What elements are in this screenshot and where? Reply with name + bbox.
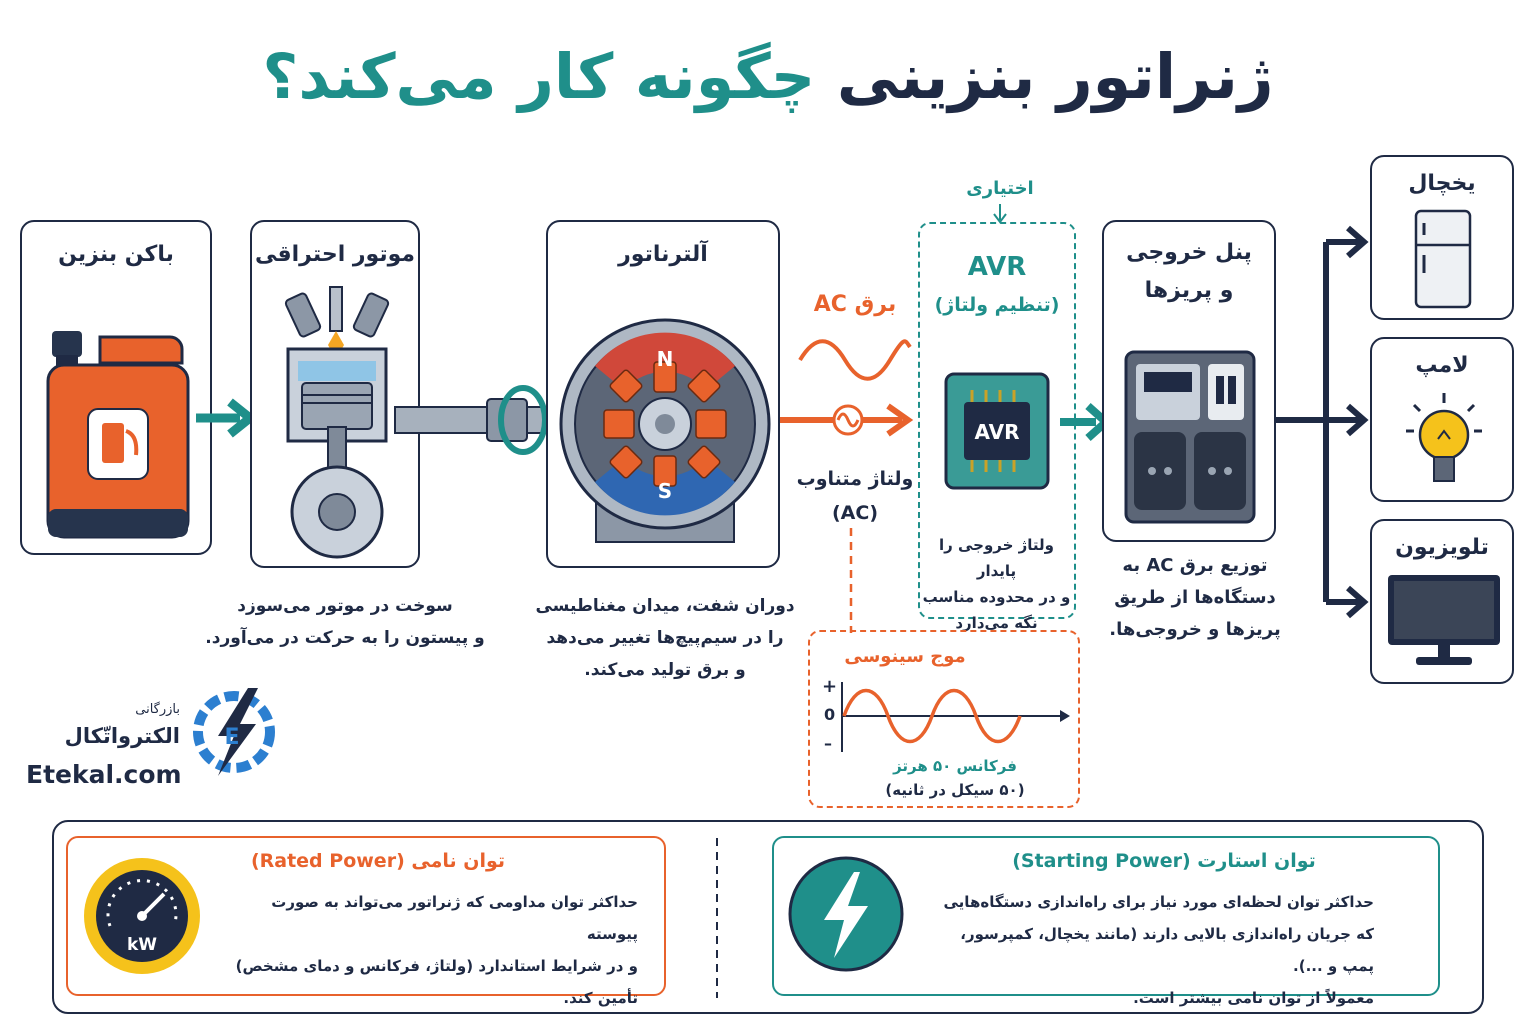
engine-caption-line1: سوخت در موتور می‌سوزد [237, 596, 453, 616]
panel-caption-line1: توزیع برق AC به [1122, 555, 1268, 576]
sine-wave-box [808, 630, 1080, 808]
fuel-can-icon [40, 327, 195, 542]
south-pole-label: S [657, 479, 673, 503]
panel-caption-line2: دستگاه‌ها از طریق [1114, 587, 1276, 608]
panel-title-line2: و پریزها [1144, 278, 1234, 303]
brand-logo-icon [188, 684, 280, 780]
sine-wave-title: موج سینوسی [844, 646, 966, 667]
starting-power-line3: معمولاً از توان نامی بیشتر است. [1133, 989, 1374, 1007]
lamp-icon [1406, 391, 1482, 495]
avr-subtitle: (تنظیم ولتاژ) [934, 294, 1060, 316]
avr-caption-line1: ولتاژ خروجی را پایدار [938, 536, 1055, 580]
starting-power-title: توان استارت (Starting Power) [1012, 850, 1316, 872]
sine-minus-label: – [824, 734, 832, 753]
starting-power-line1: حداکثر توان لحظه‌ای مورد نیاز برای راه‌اندازی دستگاه‌هایی [943, 893, 1374, 911]
power-info-divider [715, 838, 719, 998]
brand-logo-letter: E [224, 725, 240, 750]
sine-zero-label: 0 [824, 705, 836, 724]
sine-plus-label: + [822, 676, 838, 697]
ac-voltage-label [790, 462, 920, 530]
panel-caption-line3: پریزها و خروجی‌ها. [1109, 619, 1281, 640]
load-lamp-box [1370, 337, 1514, 502]
load-tv-label: تلویزیون [1395, 535, 1489, 560]
rated-power-title: توان نامی (Rated Power) [250, 850, 506, 872]
engine-icon [262, 287, 412, 562]
engine-caption [200, 590, 490, 654]
ac-voltage-line2: (AC) [831, 502, 879, 524]
load-lamp-label: لامپ [1415, 353, 1469, 378]
rated-power-line3: تأمین کند. [563, 989, 638, 1007]
avr-chip-icon [944, 372, 1050, 490]
alternator-icon [556, 302, 774, 562]
panel-title-line1: پنل خروجی [1126, 240, 1252, 265]
starting-power-line2: که جریان راه‌اندازی بالایی دارند (مانند یخچال، کمپرسور، پمپ و ...). [960, 925, 1374, 975]
power-panel-icon [1124, 350, 1256, 524]
title-part2: چگونه کار می‌کند؟ [262, 40, 816, 113]
sine-frequency-line2: (۵۰ سیکل در ثانیه) [885, 781, 1025, 799]
fuel-tank-box [20, 220, 212, 555]
fridge-icon [1414, 209, 1472, 309]
gauge-unit-label: kW [126, 935, 158, 955]
rated-power-card [66, 836, 666, 1007]
avr-caption-line2: و در محدوده مناسب [922, 588, 1071, 606]
avr-title: AVR [967, 252, 1027, 282]
panel-box [1102, 220, 1276, 542]
load-fridge-box [1370, 155, 1514, 320]
avr-caption [920, 532, 1073, 636]
fuel-tank-title: باکن بنزین [58, 242, 174, 267]
tv-icon [1386, 573, 1502, 669]
brand-prefix: بازرگانی [135, 702, 180, 717]
rated-power-line1: حداکثر توان مداومی که ژنراتور می‌تواند به صورت پیوسته [271, 893, 638, 943]
alternator-caption-line2: را در سیم‌پیچ‌ها تغییر می‌دهد [546, 628, 784, 648]
rated-power-body [218, 886, 638, 1014]
rated-power-line2: و در شرایط استاندارد (ولتاژ، فرکانس و دمای مشخص) [235, 957, 638, 975]
title-part1: ژنراتور بنزینی [836, 40, 1274, 113]
engine-title: موتور احتراقی [254, 242, 416, 267]
ac-label: برق AC [813, 292, 897, 317]
sine-frequency-label [850, 754, 1060, 802]
arrow-alternator-to-avr [780, 398, 920, 442]
alternator-caption [520, 590, 810, 686]
lightning-icon [786, 854, 906, 974]
sine-frequency-line1: فرکانس ۵۰ هرتز [893, 757, 1017, 775]
avr-chip-label: AVR [974, 420, 1020, 444]
alternator-box [546, 220, 780, 568]
brand-domain: Etekal.com [26, 760, 182, 789]
avr-caption-line3: نگه می‌دارد [955, 614, 1038, 632]
north-pole-label: N [656, 347, 674, 371]
dashed-connector-ac-to-sine [848, 528, 854, 633]
load-tv-box [1370, 519, 1514, 684]
alternator-caption-line1: دوران شفت، میدان مغناطیسی [535, 596, 795, 616]
output-branch-connector [1276, 222, 1376, 622]
alternator-title: آلترناتور [618, 242, 708, 267]
brand-name: الکترواتّکال [64, 724, 180, 748]
load-fridge-label: یخچال [1408, 171, 1476, 196]
panel-caption [1100, 550, 1290, 646]
ac-voltage-line1: ولتاژ متناوب [796, 468, 914, 490]
avr-box [918, 222, 1076, 632]
ac-wave-icon [800, 335, 910, 385]
engine-caption-line2: و پیستون را به حرکت در می‌آورد. [205, 628, 485, 648]
gauge-icon [80, 854, 204, 978]
sine-wave-plot [842, 678, 1072, 758]
alternator-caption-line3: و برق تولید می‌کند. [584, 660, 746, 680]
starting-power-body [924, 886, 1374, 1014]
avr-optional-label: اختیاری [966, 178, 1034, 199]
starting-power-card [772, 836, 1440, 1007]
page-title [0, 40, 1536, 113]
